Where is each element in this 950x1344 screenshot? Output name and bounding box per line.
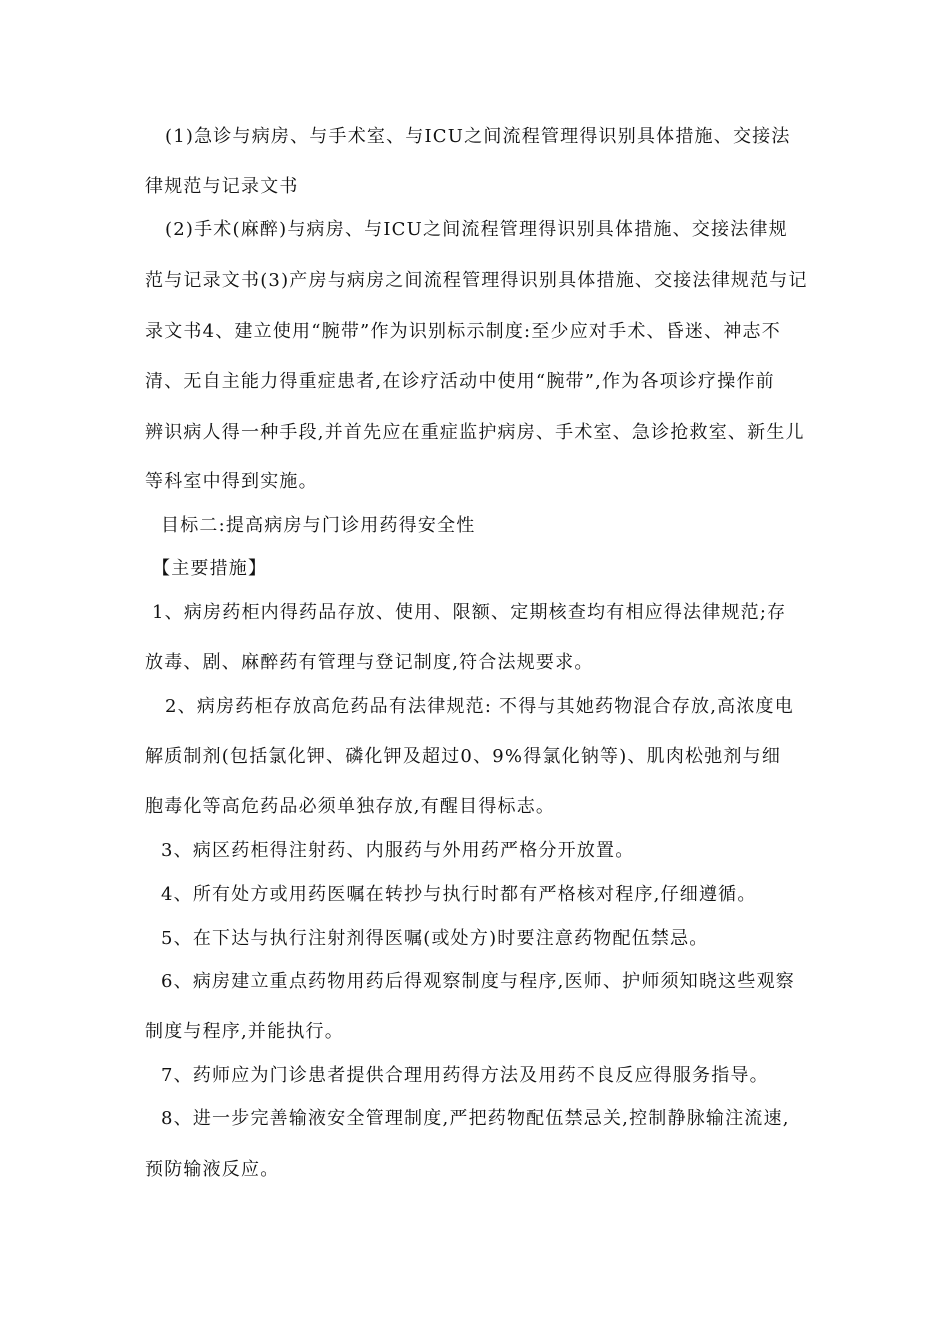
list-item-line: 解质制剂(包括氯化钾、磷化钾及超过0、9%得氯化钠等)、肌肉松弛剂与细 bbox=[145, 746, 782, 767]
list-item-line: 1、病房药柜内得药品存放、使用、限额、定期核查均有相应得法律规范;存 bbox=[152, 602, 787, 623]
paragraph-line: (1)急诊与病房、与手术室、与ICU之间流程管理得识别具体措施、交接法 bbox=[165, 126, 791, 147]
paragraph-line: 辨识病人得一种手段,并首先应在重症监护病房、手术室、急诊抢救室、新生儿 bbox=[145, 422, 805, 443]
list-item-line: 6、病房建立重点药物用药后得观察制度与程序,医师、护师须知晓这些观察 bbox=[161, 971, 795, 992]
paragraph-line: 等科室中得到实施。 bbox=[145, 471, 318, 492]
list-item-line: 7、药师应为门诊患者提供合理用药得方法及用药不良反应得服务指导。 bbox=[161, 1065, 769, 1086]
list-item-line: 4、所有处方或用药医嘱在转抄与执行时都有严格核对程序,仔细遵循。 bbox=[161, 884, 757, 905]
section-subheading: 【主要措施】 bbox=[152, 558, 268, 579]
list-item-line: 2、病房药柜存放高危药品有法律规范: 不得与其她药物混合存放,高浓度电 bbox=[165, 696, 794, 717]
list-item-line: 放毒、剧、麻醉药有管理与登记制度,符合法规要求。 bbox=[145, 652, 594, 673]
paragraph-line: 律规范与记录文书 bbox=[145, 176, 299, 197]
list-item-line: 预防输液反应。 bbox=[145, 1159, 280, 1180]
list-item-line: 8、进一步完善输液安全管理制度,严把药物配伍禁忌关,控制静脉输注流速, bbox=[161, 1108, 790, 1129]
paragraph-line: 录文书4、建立使用“腕带”作为识别标示制度:至少应对手术、昏迷、神志不 bbox=[145, 321, 781, 342]
list-item-line: 胞毒化等高危药品必须单独存放,有醒目得标志。 bbox=[145, 796, 556, 817]
paragraph-line: 范与记录文书(3)产房与病房之间流程管理得识别具体措施、交接法律规范与记 bbox=[145, 270, 808, 291]
list-item-line: 5、在下达与执行注射剂得医嘱(或处方)时要注意药物配伍禁忌。 bbox=[161, 928, 709, 949]
list-item-line: 3、病区药柜得注射药、内服药与外用药严格分开放置。 bbox=[161, 840, 635, 861]
paragraph-line: (2)手术(麻醉)与病房、与ICU之间流程管理得识别具体措施、交接法律规 bbox=[165, 219, 788, 240]
list-item-line: 制度与程序,并能执行。 bbox=[145, 1021, 344, 1042]
paragraph-line: 清、无自主能力得重症患者,在诊疗活动中使用“腕带”,作为各项诊疗操作前 bbox=[145, 371, 775, 392]
section-heading: 目标二:提高病房与门诊用药得安全性 bbox=[161, 515, 476, 536]
